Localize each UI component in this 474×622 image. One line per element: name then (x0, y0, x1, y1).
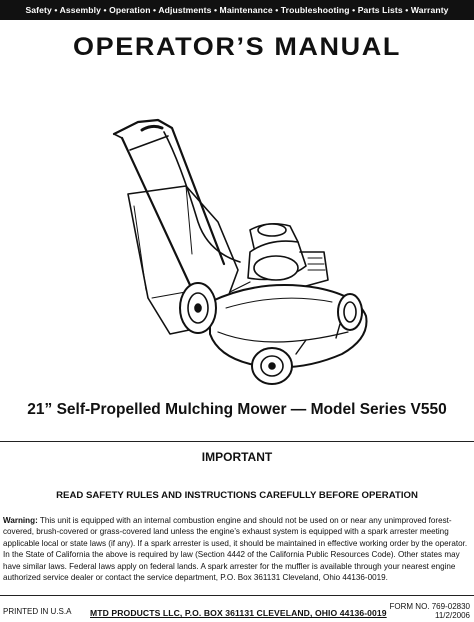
product-subtitle: 21” Self-Propelled Mulching Mower — Model Series V550 (27, 401, 447, 418)
warning-paragraph (3, 515, 469, 583)
divider (0, 441, 474, 442)
warning-text: This unit is equipped with an internal combustion engine and should not be used on or near any unimproved forest-covered, brush-covered or grass-covered land unless the engine’s exhaust system is equipped with a spark arrester meeting applicable local or state laws (if any). If a spark arrester is used, it should be maintained in effective working order by the operator. In the State of California the above is required by law (Section 4442 of the California Public Resources Code). Other states may have similar laws. Federal laws apply on federal lands. A spark arrester for the muffler is available through your nearest engine authorized service dealer or contact the service department, P.O. Box 361131 Cleveland, Ohio 44136-0019. (3, 516, 468, 583)
company-address: MTD PRODUCTS LLC, P.O. BOX 361131 CLEVELAND, OHIO 44136-0019 (90, 608, 387, 618)
header-bar-text: Safety • Assembly • Operation • Adjustments • Maintenance • Troubleshooting • Parts Lists • Warranty (25, 5, 449, 15)
safety-instruction-heading: READ SAFETY RULES AND INSTRUCTIONS CAREFULLY BEFORE OPERATION (56, 490, 418, 501)
lawn-mower-illustration (100, 102, 380, 392)
form-date: 11/2/2006 (435, 611, 470, 620)
printed-in: PRINTED IN U.S.A (3, 607, 72, 616)
manual-title: OPERATOR’S MANUAL (72, 33, 402, 61)
footer-divider (0, 595, 474, 596)
warning-label: Warning: (3, 516, 38, 525)
important-heading: IMPORTANT (201, 450, 273, 464)
form-number: FORM NO. 769-02830 (389, 602, 470, 611)
header-bar (0, 0, 474, 20)
